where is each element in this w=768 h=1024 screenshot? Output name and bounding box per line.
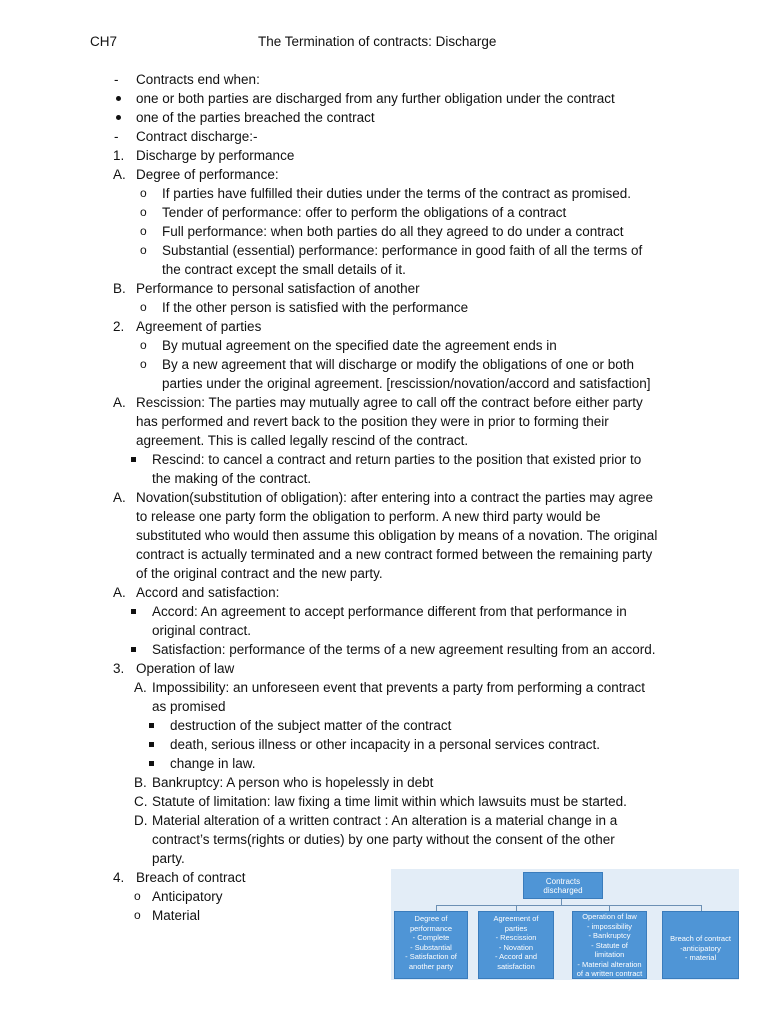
text-line — [0, 165, 768, 184]
diagram-node-agreement-of-parties — [478, 911, 554, 979]
line-text: By mutual agreement on the specified date the agreement ends in — [162, 338, 557, 353]
page-title: The Termination of contracts: Discharge — [258, 34, 497, 49]
text-line — [0, 393, 768, 412]
bullet-dot — [116, 115, 121, 120]
line-text: as promised — [152, 699, 226, 714]
diagram-node-text: Breach of contract — [670, 934, 731, 943]
diagram-node-degree-of-performance — [394, 911, 468, 979]
list-marker: B. — [113, 281, 126, 296]
text-line — [0, 127, 768, 146]
bullet-circle: o — [134, 908, 141, 922]
text-line — [0, 89, 768, 108]
list-marker: 1. — [113, 148, 125, 163]
line-text: Material — [152, 908, 201, 923]
bullet-square — [131, 457, 136, 462]
bullet-square — [149, 761, 154, 766]
line-text: death, serious illness or other incapacity in a personal services contract. — [170, 737, 600, 752]
bullet-dot — [116, 96, 121, 101]
diagram-node-text: - impossibility — [586, 921, 632, 931]
line-text: Degree of performance: — [136, 167, 279, 182]
line-text: If the other person is satisfied with the performance — [162, 300, 469, 315]
text-line — [0, 545, 768, 564]
text-line — [0, 849, 768, 868]
diagram-node-text: satisfaction — [497, 961, 535, 971]
line-text: has performed and revert back to the position they were in prior to forming their — [136, 414, 609, 429]
text-line — [0, 640, 768, 659]
line-text: Agreement of parties — [136, 319, 262, 334]
list-marker: 2. — [113, 319, 125, 334]
text-line — [0, 70, 768, 89]
bullet-circle: o — [140, 243, 147, 257]
text-line — [0, 621, 768, 640]
diagram-node-text: - Accord and — [494, 952, 538, 961]
list-marker: B. — [134, 775, 147, 790]
text-line — [0, 317, 768, 336]
diagram-node-text: - Material alteration — [577, 959, 642, 969]
text-line — [0, 564, 768, 583]
text-line — [0, 260, 768, 279]
text-line — [0, 602, 768, 621]
bullet-circle: o — [140, 338, 147, 352]
list-marker: - — [114, 129, 119, 144]
diagram-node-text: parties — [504, 923, 528, 933]
list-marker: A. — [113, 490, 126, 505]
line-text: If parties have fulfilled their duties under the terms of the contract as promised. — [162, 186, 631, 201]
line-text: Rescission: The parties may mutually agree to call off the contract before either party — [136, 395, 643, 410]
chapter-label: CH7 — [90, 34, 118, 49]
diagram-root-text: discharged — [543, 885, 583, 895]
document-body — [0, 70, 768, 925]
diagram-node-text: Agreement of — [493, 914, 539, 923]
bullet-circle: o — [140, 205, 147, 219]
list-marker: A. — [113, 395, 126, 410]
line-text: Bankruptcy: A person who is hopelessly in debt — [152, 775, 434, 790]
line-text: Accord and satisfaction: — [136, 585, 280, 600]
line-text: Statute of limitation: law fixing a time limit within which lawsuits must be started. — [152, 794, 627, 809]
line-text: Performance to personal satisfaction of another — [136, 281, 420, 296]
bullet-circle: o — [140, 186, 147, 200]
list-marker: 3. — [113, 661, 125, 676]
diagram-node-text: - Novation — [498, 942, 534, 952]
text-line — [0, 469, 768, 488]
line-text: original contract. — [152, 623, 252, 638]
line-text: the contract except the small details of it. — [162, 262, 406, 277]
text-line — [0, 735, 768, 754]
diagram-node-breach-of-contract — [662, 911, 739, 979]
diagram-node-operation-of-law — [572, 911, 647, 979]
line-text: contract is actually terminated and a new contract formed between the remaining party — [136, 547, 653, 562]
line-text: Discharge by performance — [136, 148, 295, 163]
diagram-node-text: - Rescission — [495, 933, 537, 942]
line-text: agreement. This is called legally rescind of the contract. — [136, 433, 469, 448]
text-line — [0, 184, 768, 203]
line-text: of the original contract and the new party. — [136, 566, 383, 581]
text-line — [0, 811, 768, 830]
text-line — [0, 203, 768, 222]
line-text: Anticipatory — [152, 889, 223, 904]
bullet-square — [149, 723, 154, 728]
bullet-square — [131, 647, 136, 652]
text-line — [0, 108, 768, 127]
text-line — [0, 583, 768, 602]
diagram-node-text: Degree of — [414, 914, 448, 923]
text-line — [0, 374, 768, 393]
text-line — [0, 355, 768, 374]
line-text: Novation(substitution of obligation): after entering into a contract the parties may agree — [136, 490, 654, 505]
discharge-diagram — [391, 869, 739, 980]
line-text: the making of the contract. — [152, 471, 312, 486]
text-line — [0, 773, 768, 792]
text-line — [0, 659, 768, 678]
line-text: Breach of contract — [136, 870, 246, 885]
list-marker: A. — [113, 167, 126, 182]
list-marker: C. — [134, 794, 148, 809]
bullet-square — [149, 742, 154, 747]
text-line — [0, 507, 768, 526]
text-line — [0, 716, 768, 735]
diagram-node-text: - Substantial — [410, 942, 452, 952]
diagram-node-text: - Statute of — [591, 940, 628, 950]
text-line — [0, 697, 768, 716]
bullet-circle: o — [140, 300, 147, 314]
line-text: Substantial (essential) performance: performance in good faith of all the terms of — [162, 243, 643, 258]
text-line — [0, 450, 768, 469]
line-text: Tender of performance: offer to perform the obligations of a contract — [162, 205, 567, 220]
line-text: Contract discharge:- — [136, 129, 258, 144]
line-text: Impossibility: an unforeseen event that prevents a party from performing a contract — [152, 680, 645, 695]
line-text: Rescind: to cancel a contract and return parties to the position that existed prior to — [152, 452, 642, 467]
text-line — [0, 241, 768, 260]
diagram-node-text: - material — [684, 953, 717, 962]
text-line — [0, 336, 768, 355]
line-text: destruction of the subject matter of the contract — [170, 718, 452, 733]
bullet-circle: o — [140, 357, 147, 371]
bullet-square — [131, 609, 136, 614]
text-line — [0, 298, 768, 317]
list-marker: A. — [113, 585, 126, 600]
line-text: substituted who would then assume this obligation by means of a novation. The original — [136, 528, 658, 543]
text-line — [0, 754, 768, 773]
text-line — [0, 678, 768, 697]
line-text: Accord: An agreement to accept performance different from that performance in — [152, 604, 627, 619]
line-text: parties under the original agreement. [rescission/novation/accord and satisfaction] — [162, 376, 651, 391]
diagram-node-text: limitation — [594, 950, 625, 959]
text-line — [0, 412, 768, 431]
diagram-node-text: performance — [409, 923, 453, 933]
connector-root-down — [561, 898, 562, 905]
diagram-node-text: - Satisfaction of — [405, 952, 457, 961]
line-text: one of the parties breached the contract — [136, 110, 375, 125]
list-marker: A. — [134, 680, 147, 695]
line-text: to release one party form the obligation to perform. A new third party would be — [136, 509, 601, 524]
diagram-node-text: - Bankruptcy — [588, 931, 631, 940]
list-marker: D. — [134, 813, 148, 828]
list-marker: - — [114, 72, 119, 87]
line-text: By a new agreement that will discharge or modify the obligations of one or both — [162, 357, 635, 372]
diagram-node-text: of a written contract — [576, 969, 643, 978]
line-text: party. — [152, 851, 185, 866]
line-text: Contracts end when: — [136, 72, 260, 87]
line-text: Operation of law — [136, 661, 235, 676]
diagram-root-node — [523, 872, 603, 899]
connector-horizontal — [436, 905, 701, 906]
text-line — [0, 488, 768, 507]
line-text: contract’s terms(rights or duties) by one party without the consent of the other — [152, 832, 615, 847]
text-line — [0, 146, 768, 165]
diagram-root-text: Contracts — [545, 876, 581, 886]
line-text: one or both parties are discharged from any further obligation under the contract — [136, 91, 615, 106]
bullet-circle: o — [134, 889, 141, 903]
list-marker: 4. — [113, 870, 125, 885]
text-line — [0, 222, 768, 241]
diagram-node-text: - Complete — [412, 933, 450, 942]
line-text: Material alteration of a written contract : An alteration is a material change in a — [152, 813, 618, 828]
bullet-circle: o — [140, 224, 147, 238]
diagram-node-text: -anticipatory — [680, 943, 721, 953]
line-text: change in law. — [170, 756, 256, 771]
text-line — [0, 830, 768, 849]
diagram-node-text: another party — [408, 961, 454, 971]
diagram-node-text: Operation of law — [582, 912, 637, 921]
text-line — [0, 279, 768, 298]
line-text: Full performance: when both parties do all they agreed to do under a contract — [162, 224, 624, 239]
line-text: Satisfaction: performance of the terms of a new agreement resulting from an accord. — [152, 642, 656, 657]
text-line — [0, 431, 768, 450]
text-line — [0, 792, 768, 811]
text-line — [0, 526, 768, 545]
